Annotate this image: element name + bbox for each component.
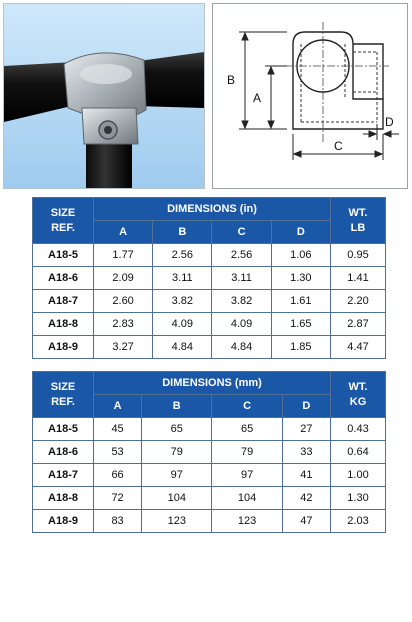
column-d-header: D xyxy=(282,395,330,418)
dim-c-cell: 4.09 xyxy=(212,313,271,336)
size-ref-cell: A18-7 xyxy=(33,290,94,313)
dim-a-cell: 66 xyxy=(94,464,142,487)
weight-header-line1: WT. xyxy=(348,380,368,393)
dim-c-cell: 123 xyxy=(212,510,282,533)
weight-cell: 0.95 xyxy=(331,244,386,267)
size-ref-header xyxy=(33,372,94,418)
table-row xyxy=(33,418,386,441)
size-ref-cell: A18-5 xyxy=(33,418,94,441)
size-header-line1: SIZE xyxy=(50,380,76,393)
weight-header-line2: KG xyxy=(349,395,367,408)
table-row xyxy=(33,336,386,359)
product-photo xyxy=(3,3,205,189)
dim-a-cell: 3.27 xyxy=(94,336,153,359)
dim-a-cell: 72 xyxy=(94,487,142,510)
dimensions-header: DIMENSIONS (mm) xyxy=(94,372,331,395)
size-ref-cell: A18-6 xyxy=(33,441,94,464)
dim-b-cell: 3.11 xyxy=(153,267,212,290)
table-row xyxy=(33,244,386,267)
size-ref-cell: A18-5 xyxy=(33,244,94,267)
dimension-drawing xyxy=(212,3,408,189)
column-c-header: C xyxy=(212,395,282,418)
weight-cell: 0.64 xyxy=(331,441,386,464)
weight-cell: 2.87 xyxy=(331,313,386,336)
dim-c-cell: 104 xyxy=(212,487,282,510)
dim-a-cell: 2.60 xyxy=(94,290,153,313)
size-header-line2: REF. xyxy=(51,221,75,234)
dim-b-cell: 4.84 xyxy=(153,336,212,359)
size-ref-cell: A18-8 xyxy=(33,313,94,336)
weight-header-line2: LB xyxy=(350,221,366,234)
column-a-header: A xyxy=(94,395,142,418)
weight-cell: 1.30 xyxy=(331,487,386,510)
dim-d-cell: 42 xyxy=(282,487,330,510)
size-header-line1: SIZE xyxy=(50,206,76,219)
dim-c-cell: 4.84 xyxy=(212,336,271,359)
dim-c-cell: 97 xyxy=(212,464,282,487)
dim-b-cell: 2.56 xyxy=(153,244,212,267)
dim-d-cell: 1.06 xyxy=(271,244,330,267)
fitting-photo-illustration xyxy=(4,4,204,188)
dim-d-cell: 41 xyxy=(282,464,330,487)
dim-c-cell: 2.56 xyxy=(212,244,271,267)
dimensions-inches-table xyxy=(32,197,386,359)
dim-a-cell: 1.77 xyxy=(94,244,153,267)
column-b-header: B xyxy=(153,221,212,244)
dim-d-cell: 1.65 xyxy=(271,313,330,336)
dim-a-cell: 2.09 xyxy=(94,267,153,290)
size-ref-cell: A18-8 xyxy=(33,487,94,510)
label-b: B xyxy=(227,73,236,87)
dim-b-cell: 3.82 xyxy=(153,290,212,313)
column-b-header: B xyxy=(142,395,212,418)
size-ref-cell: A18-9 xyxy=(33,336,94,359)
column-d-header: D xyxy=(271,221,330,244)
label-d: D xyxy=(385,115,394,129)
size-ref-cell: A18-7 xyxy=(33,464,94,487)
dimensions-header: DIMENSIONS (in) xyxy=(94,198,331,221)
dim-d-cell: 1.61 xyxy=(271,290,330,313)
weight-header xyxy=(331,198,386,244)
weight-cell: 1.41 xyxy=(331,267,386,290)
column-a-header: A xyxy=(94,221,153,244)
table-row xyxy=(33,267,386,290)
dim-c-cell: 3.82 xyxy=(212,290,271,313)
weight-cell: 2.20 xyxy=(331,290,386,313)
dim-d-cell: 33 xyxy=(282,441,330,464)
table-row xyxy=(33,510,386,533)
column-c-header: C xyxy=(212,221,271,244)
table-row xyxy=(33,487,386,510)
elbow-tee-drawing xyxy=(213,4,407,188)
weight-cell: 0.43 xyxy=(331,418,386,441)
label-c: C xyxy=(334,139,343,153)
label-a: A xyxy=(253,91,262,105)
weight-header xyxy=(331,372,386,418)
dim-b-cell: 104 xyxy=(142,487,212,510)
dim-a-cell: 53 xyxy=(94,441,142,464)
size-header-line2: REF. xyxy=(51,395,75,408)
dim-d-cell: 1.30 xyxy=(271,267,330,290)
table-row xyxy=(33,313,386,336)
dim-a-cell: 2.83 xyxy=(94,313,153,336)
dim-d-cell: 47 xyxy=(282,510,330,533)
dim-b-cell: 65 xyxy=(142,418,212,441)
table-row xyxy=(33,464,386,487)
dim-c-cell: 3.11 xyxy=(212,267,271,290)
size-ref-cell: A18-9 xyxy=(33,510,94,533)
weight-cell: 4.47 xyxy=(331,336,386,359)
dim-b-cell: 4.09 xyxy=(153,313,212,336)
dimensions-mm-table xyxy=(32,371,386,533)
weight-cell: 2.03 xyxy=(331,510,386,533)
size-ref-header xyxy=(33,198,94,244)
dim-b-cell: 123 xyxy=(142,510,212,533)
table-row xyxy=(33,441,386,464)
table-row xyxy=(33,290,386,313)
dim-d-cell: 27 xyxy=(282,418,330,441)
weight-header-line1: WT. xyxy=(348,206,368,219)
weight-cell: 1.00 xyxy=(331,464,386,487)
dim-b-cell: 79 xyxy=(142,441,212,464)
dim-c-cell: 79 xyxy=(212,441,282,464)
size-ref-cell: A18-6 xyxy=(33,267,94,290)
dim-d-cell: 1.85 xyxy=(271,336,330,359)
dim-a-cell: 83 xyxy=(94,510,142,533)
dim-c-cell: 65 xyxy=(212,418,282,441)
dim-b-cell: 97 xyxy=(142,464,212,487)
dim-a-cell: 45 xyxy=(94,418,142,441)
